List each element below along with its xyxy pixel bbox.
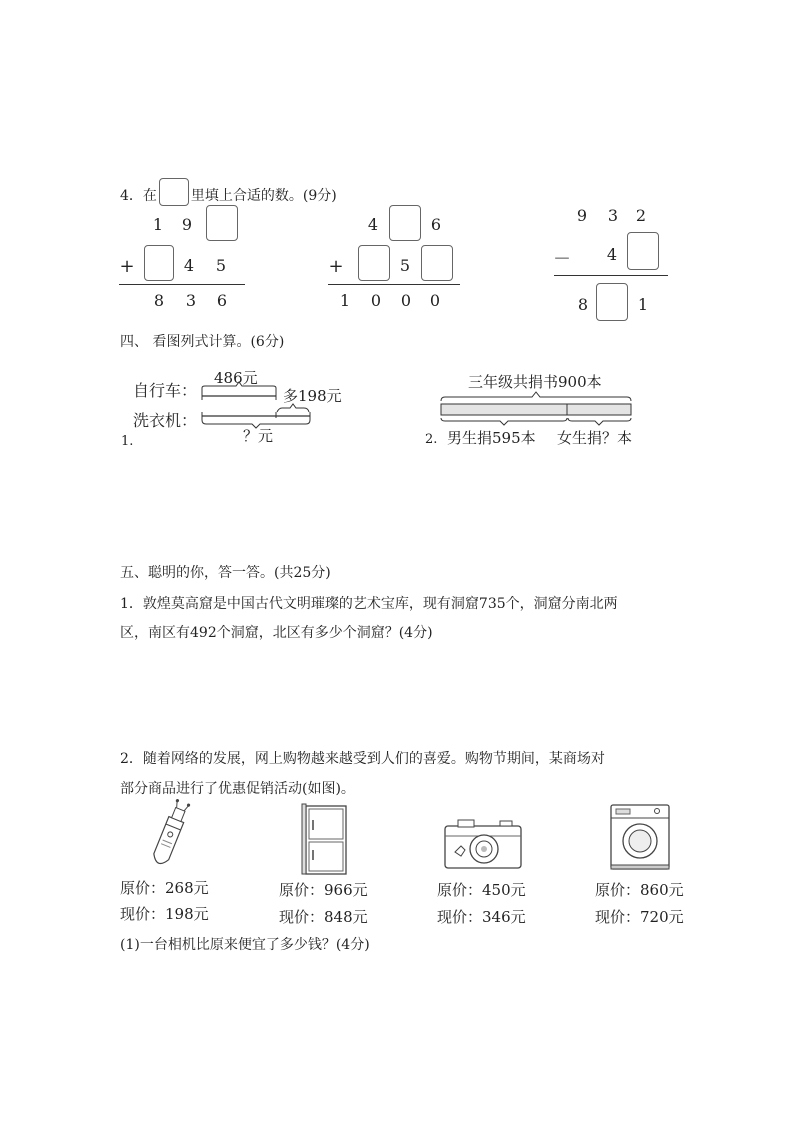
digit: 0 [429,291,441,310]
reading-pen-icon [151,798,191,866]
price-current: 现价：346元 [437,908,526,926]
operator-plus: + [328,256,344,277]
digit: 1 [152,215,164,234]
digit: 5 [215,256,227,275]
label-washer: 洗衣机： [133,411,198,430]
digit: 3 [607,206,619,225]
operator-plus: + [119,256,135,277]
digit: 4 [367,215,379,234]
digit: 2 [635,206,647,225]
section-5-title: 五、聪明的你，答一答。(共25分) [120,565,331,581]
digit: 4 [606,245,618,264]
price-original: 原价：450元 [437,881,526,899]
label-bike: 自行车： [133,381,198,400]
price-original: 原价：860元 [595,881,684,899]
digit: 9 [181,215,193,234]
price-current: 现价：720元 [595,908,684,926]
unknown-amount: ？元 [243,427,274,445]
diagram-number: 2. [425,432,438,447]
camera-icon [445,820,521,868]
washing-machine-icon [611,805,669,869]
price-original: 原价：268元 [120,879,209,897]
digit: 0 [370,291,382,310]
q5-2-sub1: (1)一台相机比原来便宜了多少钱？(4分) [120,937,370,953]
q5-1-line2: 区，南区有492个洞窟，北区有多少个洞窟？(4分) [120,625,433,641]
digit: 8 [153,291,165,310]
girls-books: 女生捐？本 [557,429,633,447]
section-4-title: 四、 看图列式计算。(6分) [120,334,285,350]
q4-title-pre: 4．在 [120,188,157,204]
digit: 8 [577,295,589,314]
digit: 6 [430,215,442,234]
operator-minus: － [553,249,571,270]
digit: 1 [339,291,351,310]
boys-books: 男生捐595本 [447,429,536,447]
price-current: 现价：198元 [120,905,209,923]
q4-title-post: 里填上合适的数。(9分) [190,188,337,204]
refrigerator-icon [302,804,346,874]
total-books: 三年级共捐书900本 [468,373,602,391]
digit: 1 [637,295,649,314]
price-current: 现价：848元 [279,908,368,926]
q5-1-line1: 1．敦煌莫高窟是中国古代文明璀璨的艺术宝库，现有洞窟735个，洞窟分南北两 [120,596,618,612]
digit: 9 [576,206,588,225]
q5-2-line2: 部分商品进行了优惠促销活动(如图)。 [120,781,355,797]
digit: 4 [183,256,195,275]
more-amount: 多198元 [283,387,342,405]
digit: 0 [400,291,412,310]
digit: 5 [399,256,411,275]
price-original: 原价：966元 [279,881,368,899]
q5-2-line1: 2．随着网络的发展，网上购物越来越受到人们的喜爱。购物节期间，某商场对 [120,751,605,767]
digit: 6 [216,291,228,310]
digit: 3 [185,291,197,310]
bike-price: 486元 [214,369,258,387]
diagram-number: 1. [121,434,134,449]
